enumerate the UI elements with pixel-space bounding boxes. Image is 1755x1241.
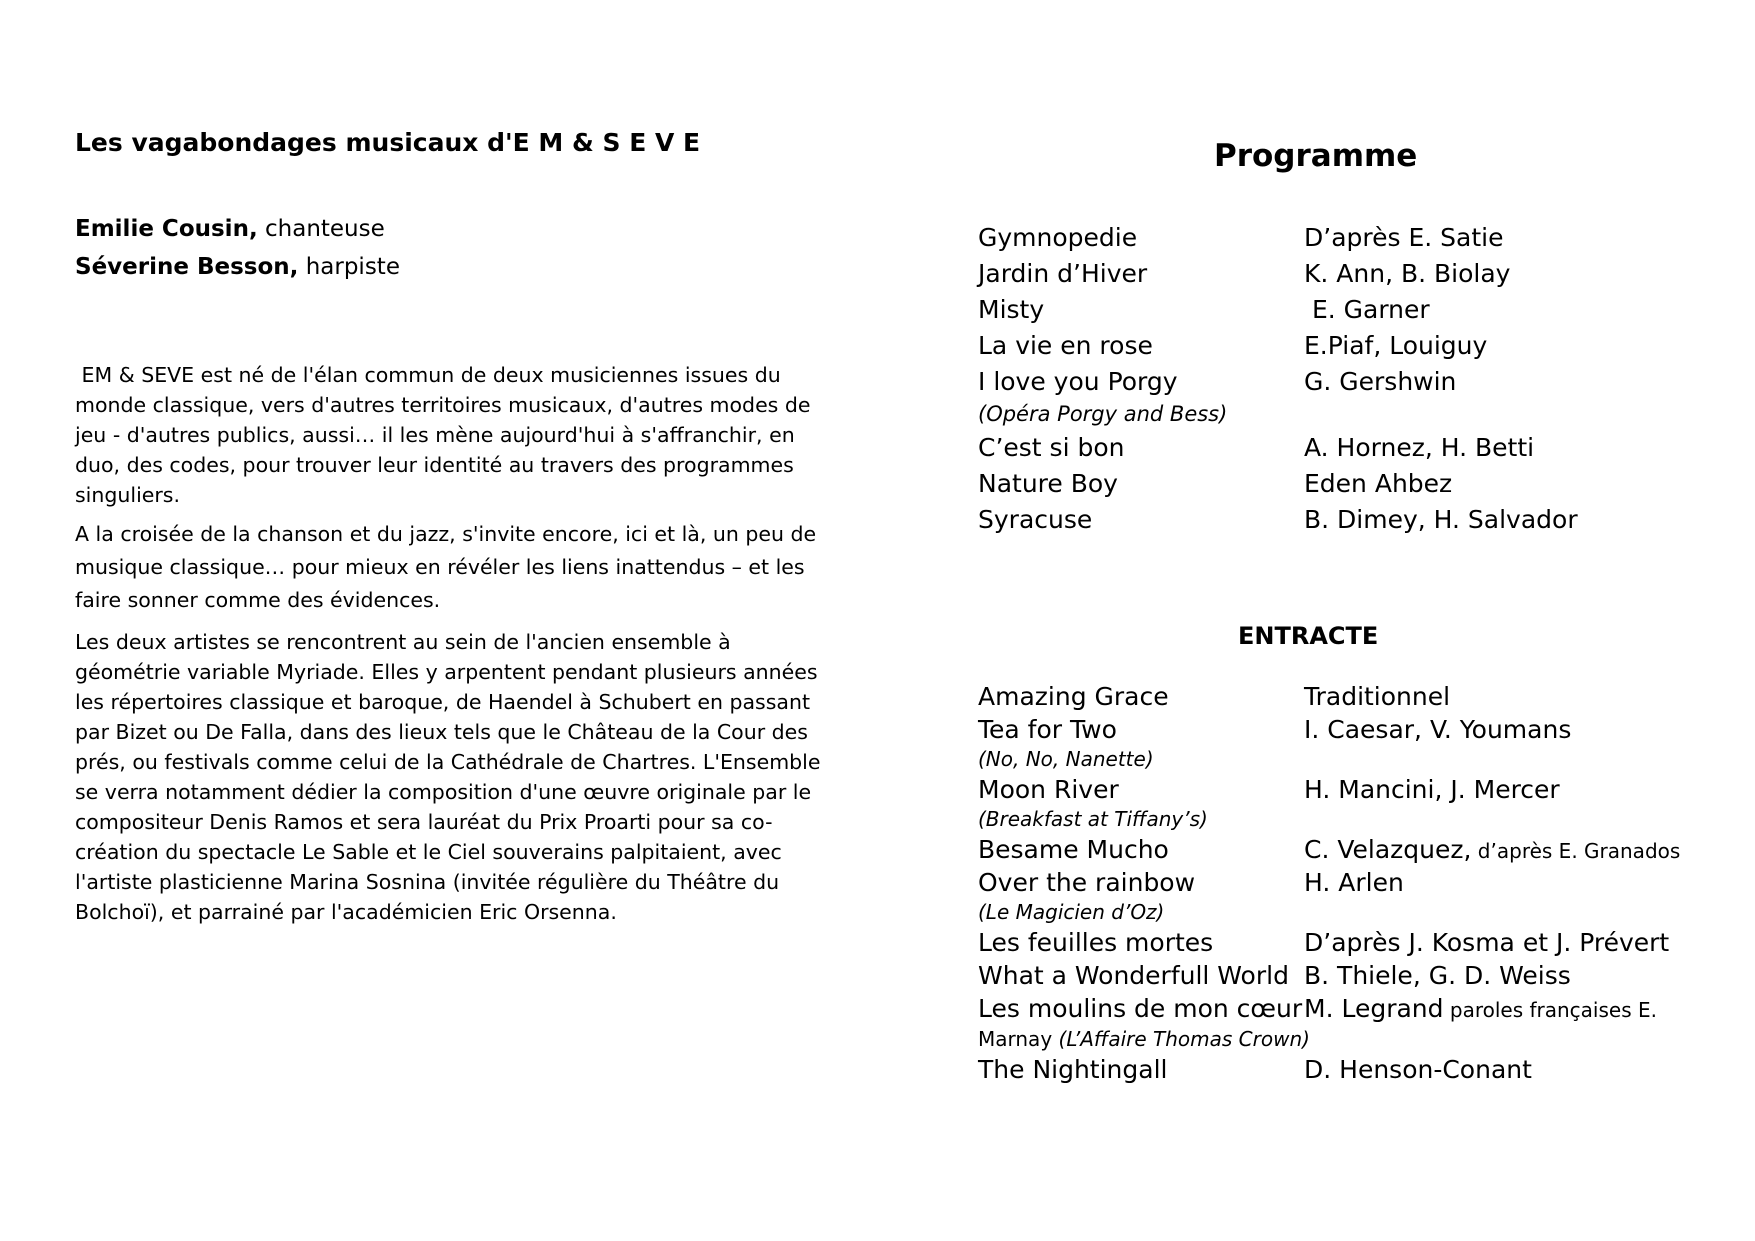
piece-title: Les feuilles mortes <box>978 928 1214 957</box>
piece-subtitle: (No, No, Nanette) <box>978 747 1154 771</box>
paragraph: A la croisée de la chanson et du jazz, s'invite encore, ici et là, un peu de musique classique… pour mieux en révéler les liens inattendus – et les faire sonner comme des évidences. <box>75 522 817 612</box>
piece-title: Gymnopedie <box>978 223 1138 252</box>
performers <box>75 210 835 286</box>
programme-part-2 <box>978 680 1718 1086</box>
list-item <box>978 773 1718 806</box>
piece-title: I love you Porgy <box>978 367 1178 396</box>
composer-note: paroles françaises E. <box>1443 998 1657 1022</box>
piece-composer: H. Mancini, J. Mercer <box>1304 775 1560 804</box>
paragraph: Les deux artistes se rencontrent au sein de l'ancien ensemble à géométrie variable Myriade. Elles y arpentent pendant plusieurs années les répertoires classique et baroque, de Haendel à Schubert en passant par Bizet ou De Falla, dans des lieux tels que le Château de la Cour des prés, ou festivals comme celui de la Cathédrale de Chartres. L'Ensemble se verra notamment dédier la composition d'une œuvre originale par le compositeur Denis Ramos et sera lauréat du Prix Proarti pour sa co-création du spectacle Le Sable et le Ciel souverains palpitaient, avec l'artiste plasticienne Marina Sosnina (invitée régulière du Théâtre du Bolchoï), et parrainé par l'académicien Eric Orsenna. <box>75 630 821 924</box>
list-item <box>978 256 1718 292</box>
piece-title: La vie en rose <box>978 331 1153 360</box>
composer-main: C. Velazquez, <box>1304 835 1472 864</box>
presentation-text <box>75 360 835 927</box>
piece-composer: D’après J. Kosma et J. Prévert <box>1304 928 1670 957</box>
composer-note: d’après E. Granados <box>1471 839 1681 863</box>
piece-title: Syracuse <box>978 505 1093 534</box>
piece-title: Misty <box>978 295 1045 324</box>
piece-title: Jardin d’Hiver <box>978 259 1148 288</box>
piece-composer: E.Piaf, Louiguy <box>1304 331 1488 360</box>
programme-title: Programme <box>1214 138 1418 174</box>
list-item <box>978 502 1718 538</box>
list-item <box>978 466 1718 502</box>
piece-title: C’est si bon <box>978 433 1125 462</box>
credit-text: Marnay <box>978 1027 1059 1051</box>
piece-composer: I. Caesar, V. Youmans <box>1304 715 1572 744</box>
left-panel <box>75 128 835 935</box>
list-item <box>978 292 1718 328</box>
piece-subtitle: (Le Magicien d’Oz) <box>978 900 1165 924</box>
performer-name: Emilie Cousin, <box>75 216 258 242</box>
piece-composer: D. Henson-Conant <box>1304 1055 1532 1084</box>
piece-composer: A. Hornez, H. Betti <box>1304 433 1535 462</box>
piece-composer <box>1304 992 1718 1025</box>
paragraph: EM & SEVE est né de l'élan commun de deux musiciennes issues du monde classique, vers d'autres territoires musicaux, d'autres modes de jeu - d'autres publics, aussi… il les mène aujourd'hui à s'affranchir, en duo, des codes, pour trouver leur identité au travers des programmes singuliers. <box>75 363 818 507</box>
list-item <box>978 992 1718 1025</box>
piece-title: Moon River <box>978 775 1119 804</box>
piece-subtitle: (Opéra Porgy and Bess) <box>978 402 1228 426</box>
piece-composer: H. Arlen <box>1304 868 1404 897</box>
programme-part-1 <box>978 220 1718 538</box>
performer-role: harpiste <box>298 254 400 280</box>
piece-title: Over the rainbow <box>978 868 1196 897</box>
list-item <box>978 926 1718 959</box>
list-item <box>978 713 1718 746</box>
piece-composer <box>1304 833 1718 866</box>
piece-composer: D’après E. Satie <box>1304 223 1504 252</box>
concert-title: Les vagabondages musicaux d'E M & S E V E <box>75 128 701 157</box>
piece-title: Les moulins de mon cœur <box>978 994 1303 1023</box>
piece-subtitle: (Breakfast at Tiffany’s) <box>978 807 1208 831</box>
list-item <box>978 1053 1718 1086</box>
list-item <box>978 833 1718 866</box>
list-item <box>978 959 1718 992</box>
piece-title: What a Wonderfull World <box>978 961 1289 990</box>
piece-composer: B. Thiele, G. D. Weiss <box>1304 961 1571 990</box>
performer-line <box>75 248 835 286</box>
piece-composer: G. Gershwin <box>1304 367 1457 396</box>
list-item <box>978 364 1718 400</box>
performer-line <box>75 210 835 248</box>
piece-title: Tea for Two <box>978 715 1117 744</box>
piece-title: Besame Mucho <box>978 835 1169 864</box>
performer-role: chanteuse <box>257 216 385 242</box>
list-item <box>978 866 1718 899</box>
list-item <box>978 328 1718 364</box>
piece-composer: B. Dimey, H. Salvador <box>1304 505 1578 534</box>
piece-composer: Traditionnel <box>1304 682 1451 711</box>
piece-composer: E. Garner <box>1304 295 1430 324</box>
composer-main: M. Legrand <box>1304 994 1444 1023</box>
list-item <box>978 680 1718 713</box>
piece-composer: K. Ann, B. Biolay <box>1304 259 1511 288</box>
credit-film: (L’Affaire Thomas Crown) <box>1058 1027 1310 1051</box>
piece-title: Nature Boy <box>978 469 1118 498</box>
list-item <box>978 220 1718 256</box>
piece-composer: Eden Ahbez <box>1304 469 1453 498</box>
piece-title: The Nightingall <box>978 1055 1168 1084</box>
piece-credit <box>978 1025 1718 1053</box>
list-item <box>978 430 1718 466</box>
piece-title: Amazing Grace <box>978 682 1169 711</box>
entracte-heading: ENTRACTE <box>1238 622 1379 650</box>
performer-name: Séverine Besson, <box>75 254 299 280</box>
